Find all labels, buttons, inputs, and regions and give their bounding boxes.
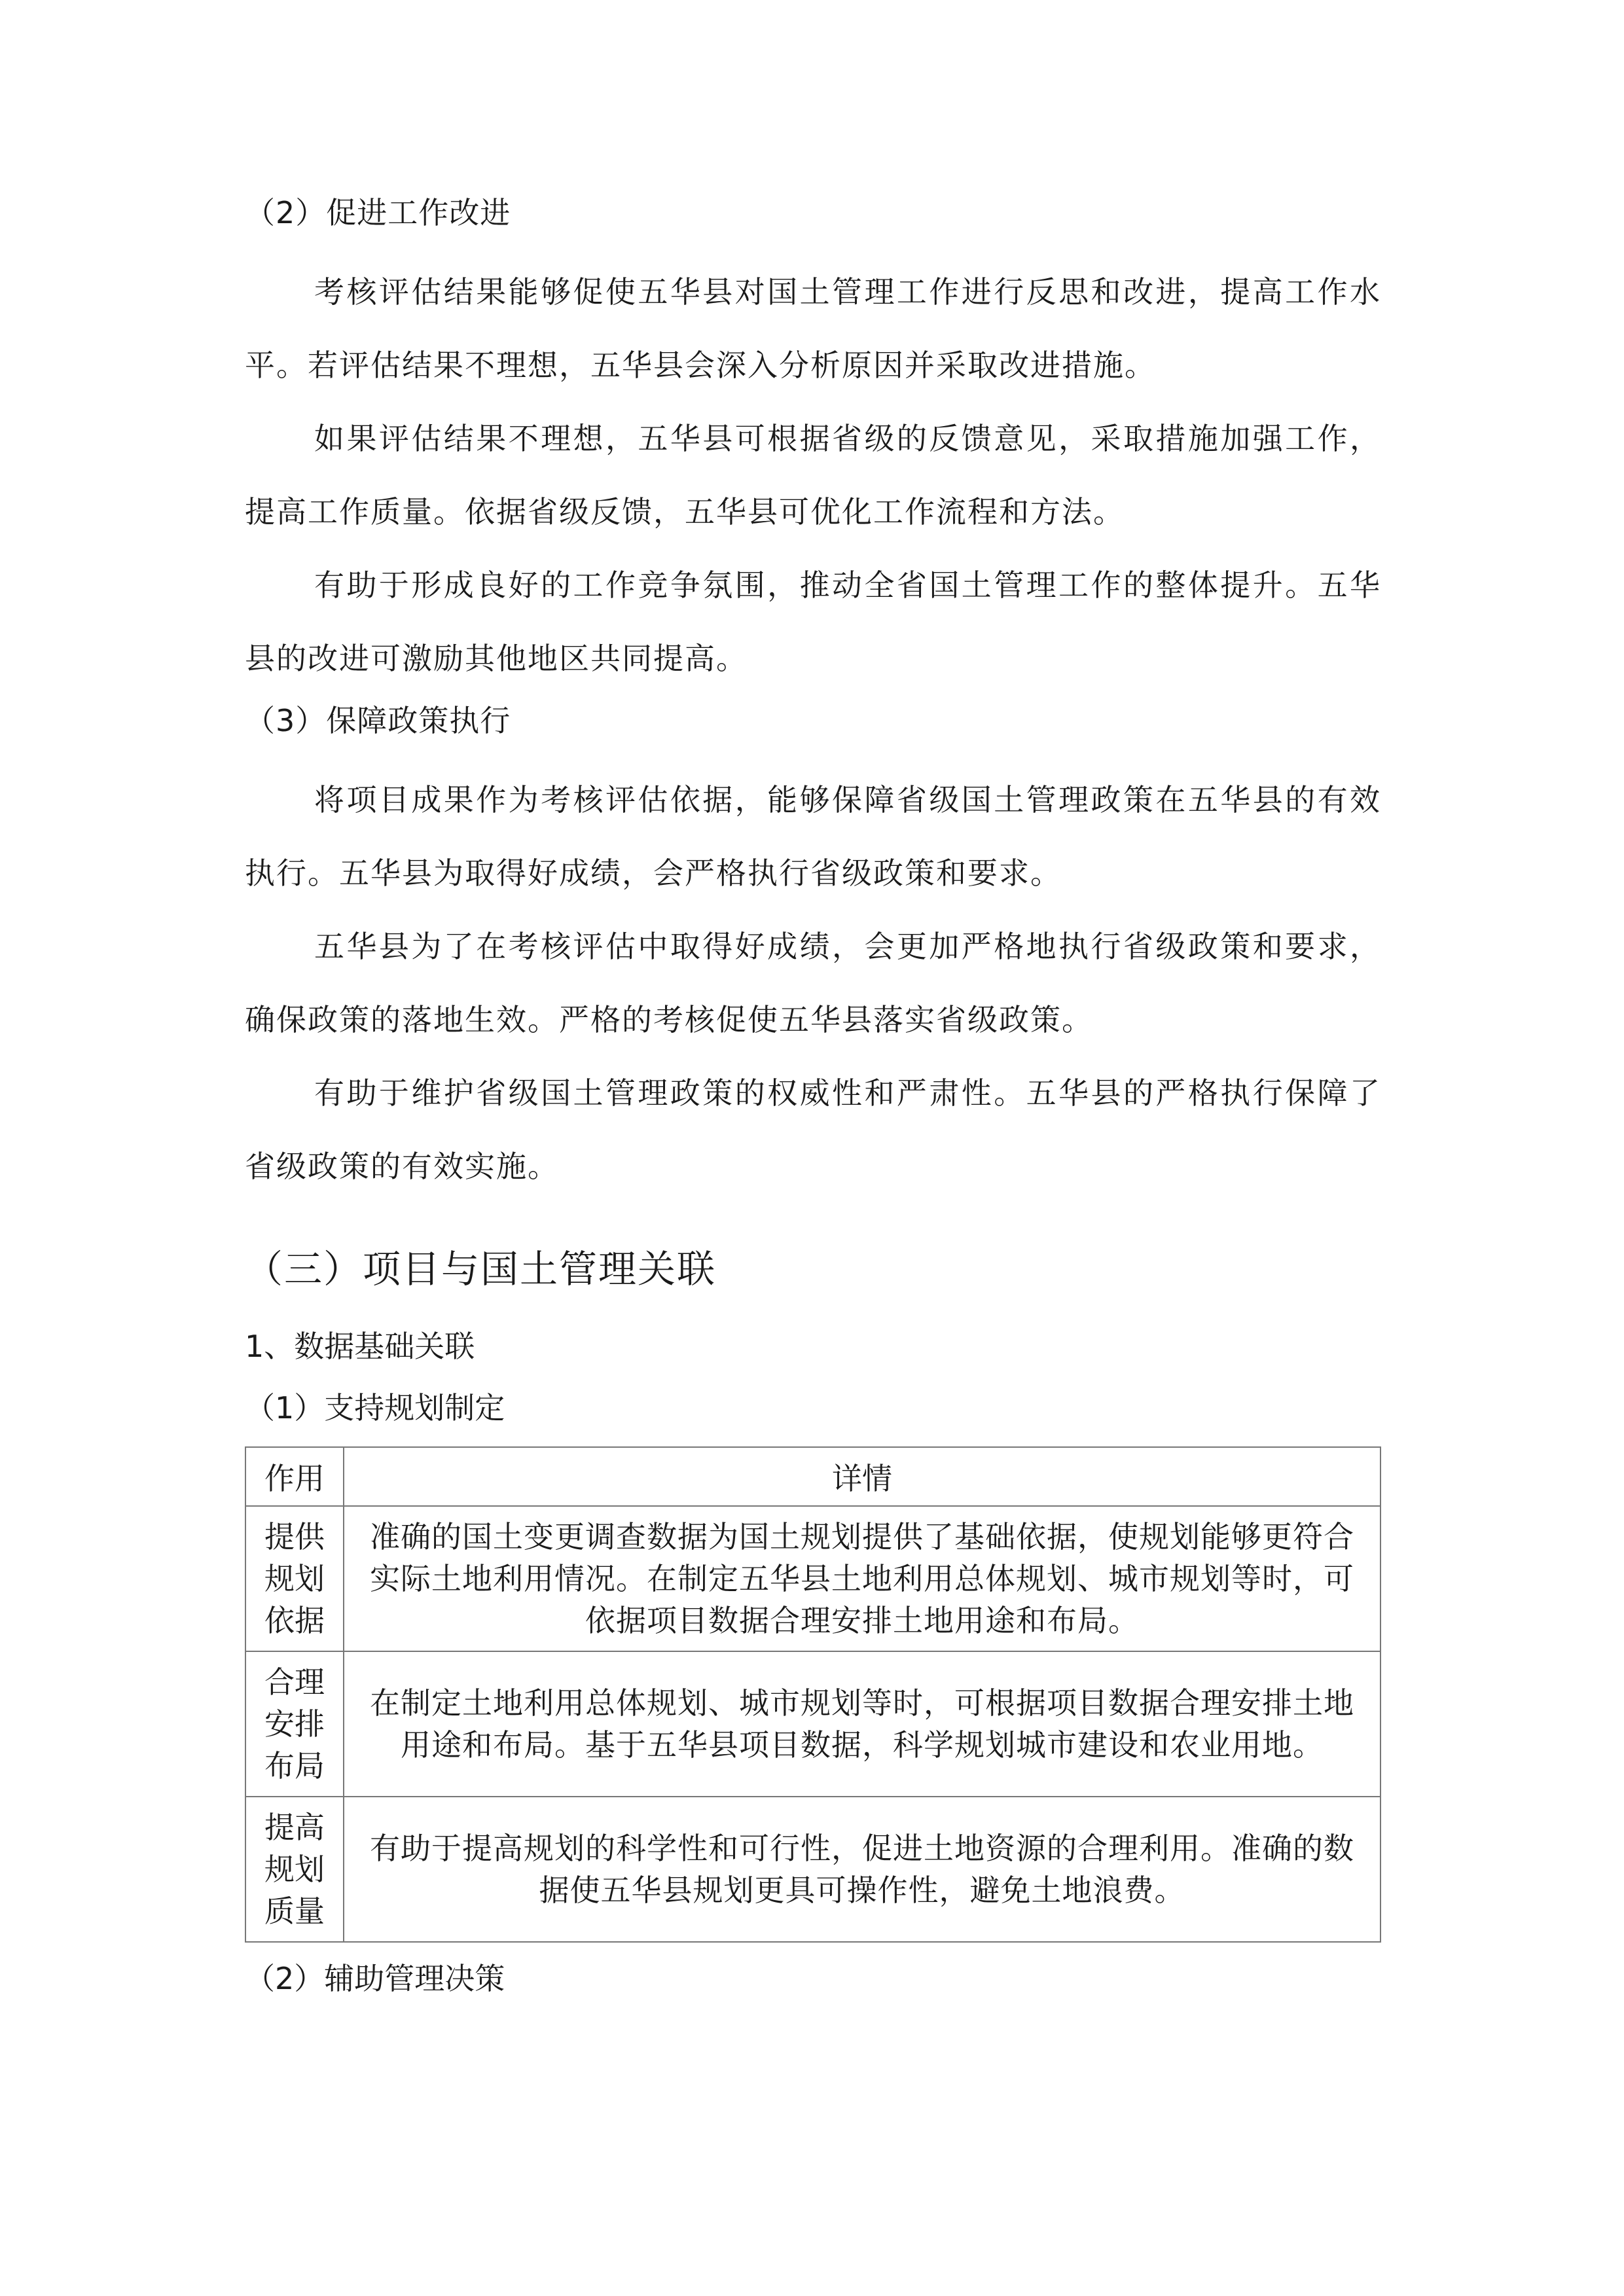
role-detail-table bbox=[245, 1446, 1381, 1943]
section-heading: （三）项目与国土管理关联 bbox=[245, 1247, 717, 1291]
subsection-heading-2: （2）促进工作改进 bbox=[245, 195, 511, 230]
table-cell-detail: 有助于提高规划的科学性和可行性，促进土地资源的合理利用。准确的数据使五华县规划更具可操作性，避免土地浪费。 bbox=[344, 1797, 1380, 1942]
role-text: 合理安排布局 bbox=[264, 1664, 325, 1784]
paragraph: 考核评估结果能够促使五华县对国土管理工作进行反思和改进，提高工作水平。若评估结果不理想，五华县会深入分析原因并采取改进措施。 bbox=[245, 274, 1381, 383]
table-header-row bbox=[245, 1447, 1380, 1506]
table-cell-role bbox=[245, 1651, 344, 1797]
paragraph: 如果评估结果不理想，五华县可根据省级的反馈意见，采取措施加强工作，提高工作质量。依据省级反馈，五华县可优化工作流程和方法。 bbox=[245, 421, 1381, 529]
table-header-role: 作用 bbox=[245, 1447, 344, 1506]
table-row bbox=[245, 1506, 1380, 1651]
document-page bbox=[245, 190, 1381, 2017]
subsection-heading-assist-decision: （2）辅助管理决策 bbox=[245, 1961, 505, 1996]
paragraph: 五华县为了在考核评估中取得好成绩，会更加严格地执行省级政策和要求，确保政策的落地生效。严格的考核促使五华县落实省级政策。 bbox=[245, 929, 1381, 1037]
role-text: 提高规划质量 bbox=[264, 1810, 325, 1929]
table-cell-role bbox=[245, 1797, 344, 1942]
role-text: 提供规划依据 bbox=[264, 1519, 325, 1638]
table-row bbox=[245, 1651, 1380, 1797]
table-cell-role bbox=[245, 1506, 344, 1651]
subsection-heading-3: （3）保障政策执行 bbox=[245, 703, 511, 738]
table-header-detail: 详情 bbox=[344, 1447, 1380, 1506]
paragraph: 有助于维护省级国土管理政策的权威性和严肃性。五华县的严格执行保障了省级政策的有效实施。 bbox=[245, 1075, 1381, 1184]
table-cell-detail: 准确的国土变更调查数据为国土规划提供了基础依据，使规划能够更符合实际土地利用情况。在制定五华县土地利用总体规划、城市规划等时，可依据项目数据合理安排土地用途和布局。 bbox=[344, 1506, 1380, 1651]
level1-heading: 1、数据基础关联 bbox=[245, 1329, 475, 1364]
table-row bbox=[245, 1797, 1380, 1942]
paragraph: 将项目成果作为考核评估依据，能够保障省级国土管理政策在五华县的有效执行。五华县为取得好成绩，会严格执行省级政策和要求。 bbox=[245, 782, 1381, 891]
paragraph: 有助于形成良好的工作竞争氛围，推动全省国土管理工作的整体提升。五华县的改进可激励其他地区共同提高。 bbox=[245, 567, 1381, 676]
subsection-heading-support-planning: （1）支持规划制定 bbox=[245, 1390, 505, 1426]
table-cell-detail: 在制定土地利用总体规划、城市规划等时，可根据项目数据合理安排土地用途和布局。基于五华县项目数据，科学规划城市建设和农业用地。 bbox=[344, 1651, 1380, 1797]
